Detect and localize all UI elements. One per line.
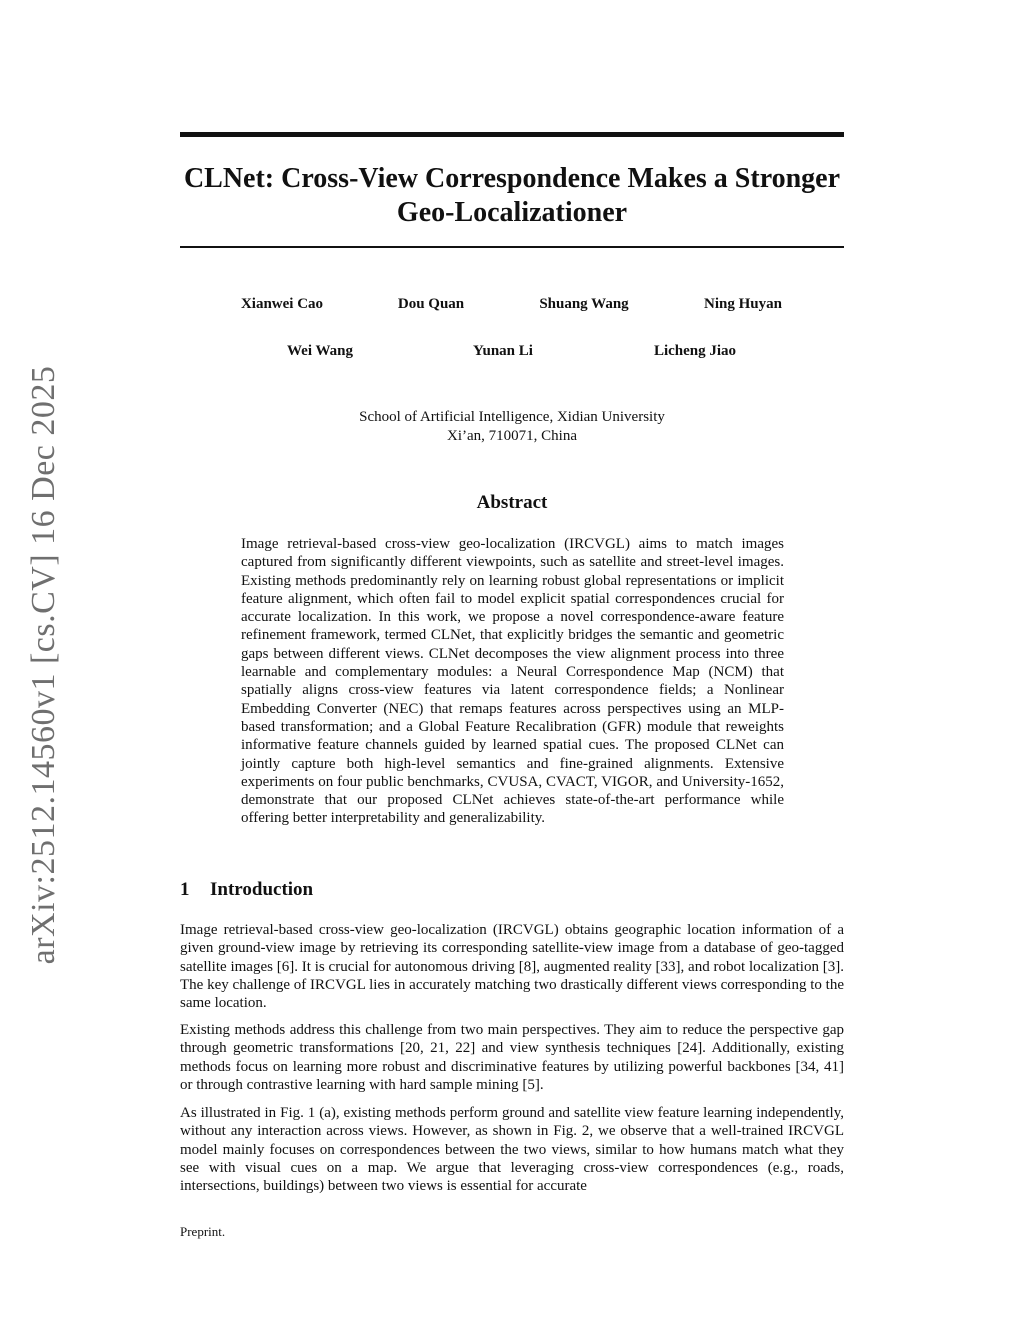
affiliation-address: Xi’an, 710071, China (447, 428, 577, 444)
title-top-rule (180, 132, 844, 137)
intro-paragraph: As illustrated in Fig. 1 (a), existing methods perform ground and satellite view feature learning independently, without any interaction across views. However, as shown in Fig. 2, we observe that a well-trained IRCVGL model mainly focuses on correspondences between the two views, similar to how humans match what they see with visual cues on a map. We argue that leveraging cross-view correspondences (e.g., roads, intersections, buildings) between two views is essential for accurate (180, 1105, 844, 1195)
author-name: Dou Quan (397, 296, 465, 312)
title-bottom-rule (180, 246, 844, 248)
page-footer: Preprint. (180, 1224, 226, 1239)
author-name: Xianwei Cao (240, 296, 324, 312)
intro-paragraph: Image retrieval-based cross-view geo-localization (IRCVGL) obtains geographic location information of a given ground-view image by retrieving its corresponding satellite-view image from a database of geo-tagged satellite images [6]. It is crucial for autonomous driving [8], augmented reality [33], and robot localization [3]. The key challenge of IRCVGL lies in accurately matching two drastically different views corresponding to the same location. (180, 922, 844, 1012)
affiliation-line: School of Artificial Intelligence, Xidian University (359, 409, 665, 425)
paper-title: CLNet: Cross-View Correspondence Makes a Stronger Geo-Localizationer (183, 163, 841, 228)
author-name: Ning Huyan (704, 296, 782, 312)
section-number: 1 (180, 879, 190, 900)
arxiv-identifier: arXiv:2512.14560v1 [cs.CV] 16 Dec 2025 (25, 365, 62, 965)
author-name: Licheng Jiao (653, 343, 737, 359)
author-name: Yunan Li (473, 343, 533, 359)
section-heading (180, 879, 313, 901)
author-name: Wei Wang (287, 343, 353, 359)
abstract-heading: Abstract (476, 492, 548, 513)
author-name: Shuang Wang (539, 296, 629, 312)
abstract-text: Image retrieval-based cross-view geo-localization (IRCVGL) aims to match images captured from significantly different viewpoints, such as satellite and street-level images. Existing methods predominantly rely on learning robust global representations or implicit feature alignment, which often fail to model explicit spatial correspondences crucial for accurate localization. In this work, we propose a novel correspondence-aware feature refinement framework, termed CLNet, that explicitly bridges the semantic and geometric gaps between different views. CLNet decomposes the view alignment process into three learnable and complementary modules: a Neural Correspondence Map (NCM) that spatially aligns cross-view features via latent correspondence fields; a Nonlinear Embedding Converter (NEC) that remaps features across perspectives using an MLP-based transformation; and a Global Feature Recalibration (GFR) module that reweights informative feature channels guided by learned spatial cues. The proposed CLNet can jointly capture both high-level semantics and fine-grained alignments. Extensive experiments on four public benchmarks, CVUSA, CVACT, VIGOR, and University-1652, demonstrate that our proposed CLNet achieves state-of-the-art performance while offering better interpretability and generalizability. (241, 536, 784, 827)
intro-paragraph: Existing methods address this challenge from two main perspectives. They aim to reduce the perspective gap through geometric transformations [20, 21, 22] and view synthesis techniques [24]. Additionally, existing methods focus on learning more robust and discriminative features by utilizing powerful backbones [34, 41] or through contrastive learning with hard sample mining [5]. (180, 1022, 844, 1093)
section-title: Introduction (210, 879, 314, 900)
